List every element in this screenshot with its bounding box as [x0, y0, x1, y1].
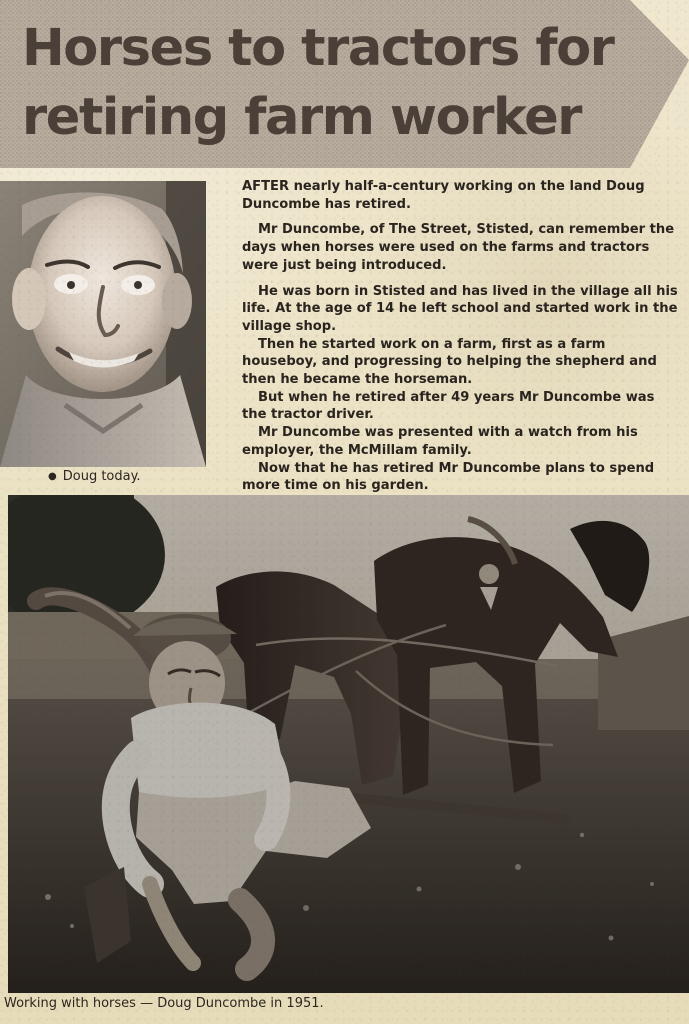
headline-line-1: Horses to tractors for	[22, 19, 614, 78]
historic-photo	[8, 495, 689, 993]
portrait-image	[0, 181, 206, 467]
portrait-caption: ● Doug today.	[48, 469, 141, 484]
article-paragraph-7: Now that he has retired Mr Duncombe plans to spend more time on his garden.	[242, 460, 655, 494]
article-paragraph-4: Then he started work on a farm, first as a farm houseboy, and progressing to helping the shepherd and then he became the horseman.	[242, 336, 657, 388]
headline-band	[0, 0, 689, 168]
article-paragraph-3: He was born in Stisted and has lived in the village all his life. At the age of 14 he left school and started work in the village shop.	[242, 283, 678, 334]
article-paragraph-1: AFTER nearly half-a-century working on the land Doug Duncombe has retired.	[242, 179, 645, 212]
article-paragraph-2: Mr Duncombe, of The Street, Stisted, can remember the days when horses were used on the farms and tractors were just being introduced.	[242, 222, 675, 273]
article-paragraph-5: But when he retired after 49 years Mr Duncombe was the tractor driver.	[242, 389, 655, 423]
portrait-photo	[0, 181, 206, 467]
headline-line-2: retiring farm worker	[22, 88, 582, 147]
bottom-photo-caption: Working with horses — Doug Duncombe in 1951.	[4, 996, 324, 1011]
historic-photo-image	[8, 495, 689, 993]
article-paragraph-6: Mr Duncombe was presented with a watch from his employer, the McMillam family.	[242, 425, 638, 458]
article-body	[242, 178, 680, 494]
